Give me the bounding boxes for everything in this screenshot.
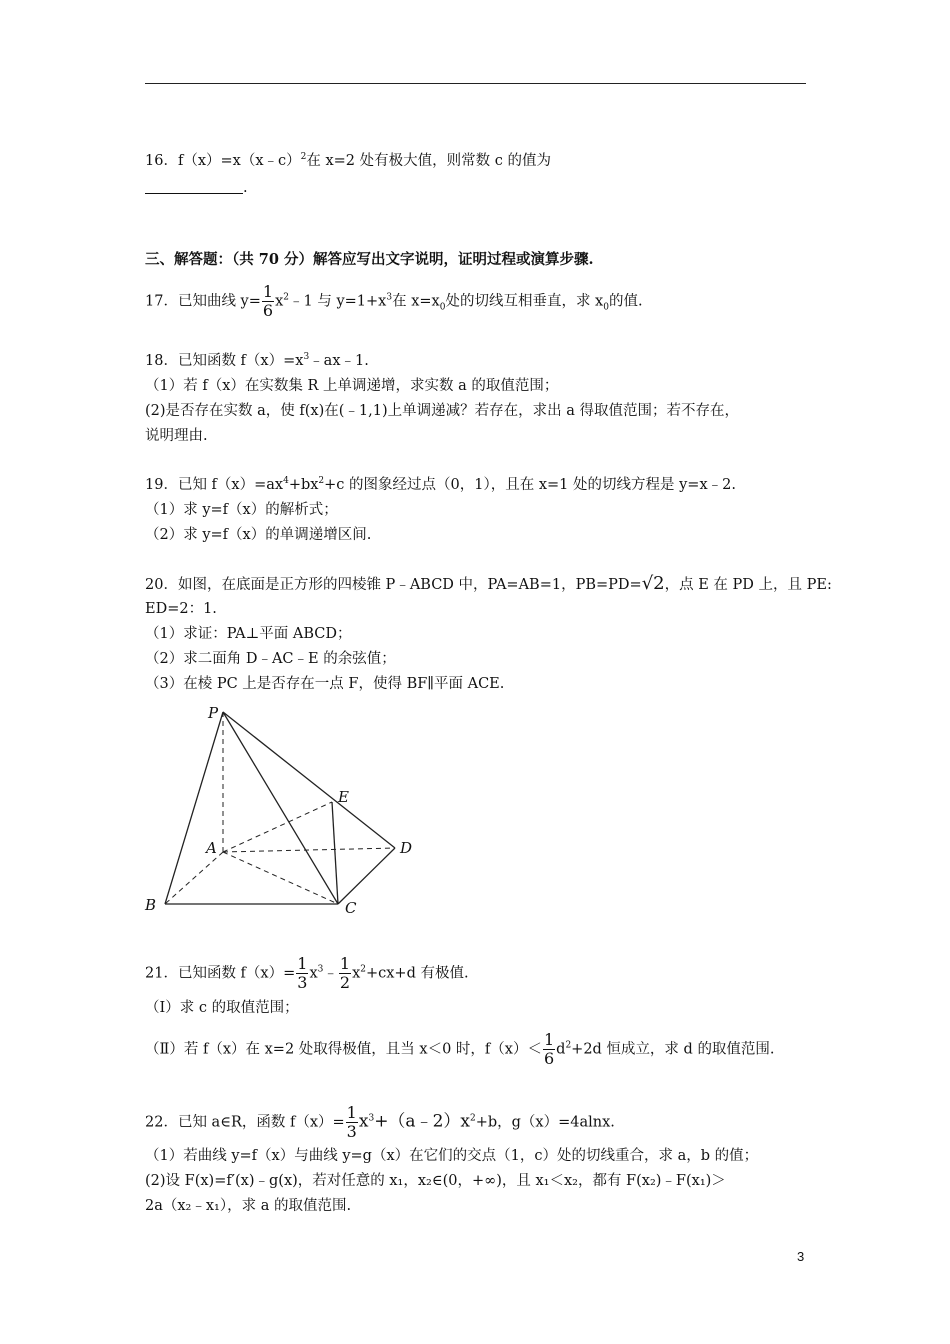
pyramid-figure — [140, 700, 430, 920]
sqrt-two: √2 — [641, 573, 665, 594]
question-20-part-3: （3）在棱 PC 上是否存在一点 F，使得 BF∥平面 ACE. — [145, 676, 505, 692]
edge-EC — [332, 802, 338, 904]
question-17-stem: 17．已知曲线 y= $\frac{1}{6}$ $x^2﹣1$ 与 $y=1+x^3$在 $x=x_0$处的切线互相垂直，求 $x_0$的值. — [145, 282, 643, 320]
label-D: D — [400, 839, 413, 857]
question-21-part-2: （Ⅱ）若 f（x）在 x=2 处取得极值，且当 x＜0 时，f（x）＜ $\frac{1}{6}$ $d^2+2d$ 恒成立，求 d 的取值范围. — [145, 1030, 775, 1068]
header-rule — [145, 83, 806, 84]
question-18-part-2: (2)是否存在实数 a，使 f(x)在(﹣1,1)上单调递减？若存在，求出 a 得取值范围；若不存在， — [145, 403, 739, 419]
fraction: $\frac{1}{6}$ — [543, 1030, 555, 1068]
section-3-heading: 三、解答题：（共 70 分）解答应写出文字说明，证明过程或演算步骤. — [145, 251, 594, 268]
label-C: C — [345, 899, 357, 917]
edge-CD — [338, 848, 395, 904]
edge-PD — [223, 712, 395, 848]
question-20-part-2: （2）求二面角 D﹣AC﹣E 的余弦值； — [145, 651, 396, 667]
fraction: $\frac{1}{6}$ — [262, 282, 274, 320]
edge-PB — [165, 712, 223, 904]
question-20-stem: 20．如图，在底面是正方形的四棱锥 P﹣ABCD 中，PA=AB=1，PB=PD=√2，点 E 在 PD 上，且 PE: — [145, 573, 832, 594]
question-22-part-2: (2)设 F(x)=f′(x)﹣g(x)，若对任意的 x₁，x₂∈(0，+∞)，且 x₁＜x₂，都有 F(x₂)﹣F(x₁)＞ — [145, 1173, 726, 1189]
question-16-answer-line: . — [145, 178, 248, 198]
label-B: B — [145, 896, 157, 914]
question-22-part-2-cont: 2a（x₂﹣x₁），求 a 的取值范围. — [145, 1198, 352, 1214]
page-number: 3 — [797, 1249, 805, 1264]
question-20-part-1: （1）求证：PA⊥平面 ABCD； — [145, 626, 352, 642]
answer-blank — [145, 179, 243, 194]
label-P: P — [208, 704, 219, 722]
fraction: $\frac{1}{3}$ — [297, 954, 308, 992]
question-20-stem-cont: ED=2：1. — [145, 601, 217, 617]
edge-AD-hidden — [223, 848, 395, 852]
label-A: A — [206, 839, 217, 857]
question-19-part-2: （2）求 y=f（x）的单调递增区间. — [145, 527, 372, 543]
question-18-stem: 18．已知函数 $f(x)=x^3﹣ax﹣1$. — [145, 352, 369, 369]
edge-AE-hidden — [223, 802, 332, 852]
edge-AC-hidden — [223, 852, 338, 904]
question-19-part-1: （1）求 y=f（x）的解析式； — [145, 502, 338, 518]
fraction: $\frac{1}{2}$ — [339, 954, 351, 992]
edge-PC — [223, 712, 338, 904]
label-E: E — [338, 788, 349, 806]
question-22-part-1: （1）若曲线 y=f（x）与曲线 y=g（x）在它们的交点（1，c）处的切线重合，求 a，b 的值； — [145, 1148, 759, 1164]
question-21-stem: 21．已知函数 f（x）= $\frac{1}{3}$ $x^3﹣$ $\frac{1}{2}$ $x^2+cx+d$ 有极值. — [145, 954, 469, 992]
question-19-stem: 19．已知 $f(x)=ax^4+bx^2+c$ 的图象经过点（0，1），且在 x=1 处的切线方程是 y=x﹣2. — [145, 476, 736, 493]
question-18-part-2-cont: 说明理由. — [145, 428, 208, 444]
question-16-stem: 16．f（x）=x（x﹣c）$^2$在 x=2 处有极大值，则常数 c 的值为 — [145, 152, 551, 169]
edge-AB-hidden — [165, 852, 223, 904]
question-22-stem: 22．已知 a∈R，函数 f（x）= $\frac{1}{3}$ $x^3+(a﹣2)x^2+b$，g（x）=4alnx. — [145, 1103, 615, 1141]
fraction: $\frac{1}{3}$ — [346, 1103, 357, 1141]
question-18-part-1: （1）若 f（x）在实数集 R 上单调递增，求实数 a 的取值范围； — [145, 378, 559, 394]
question-21-part-1: （Ⅰ）求 c 的取值范围； — [145, 1000, 299, 1016]
